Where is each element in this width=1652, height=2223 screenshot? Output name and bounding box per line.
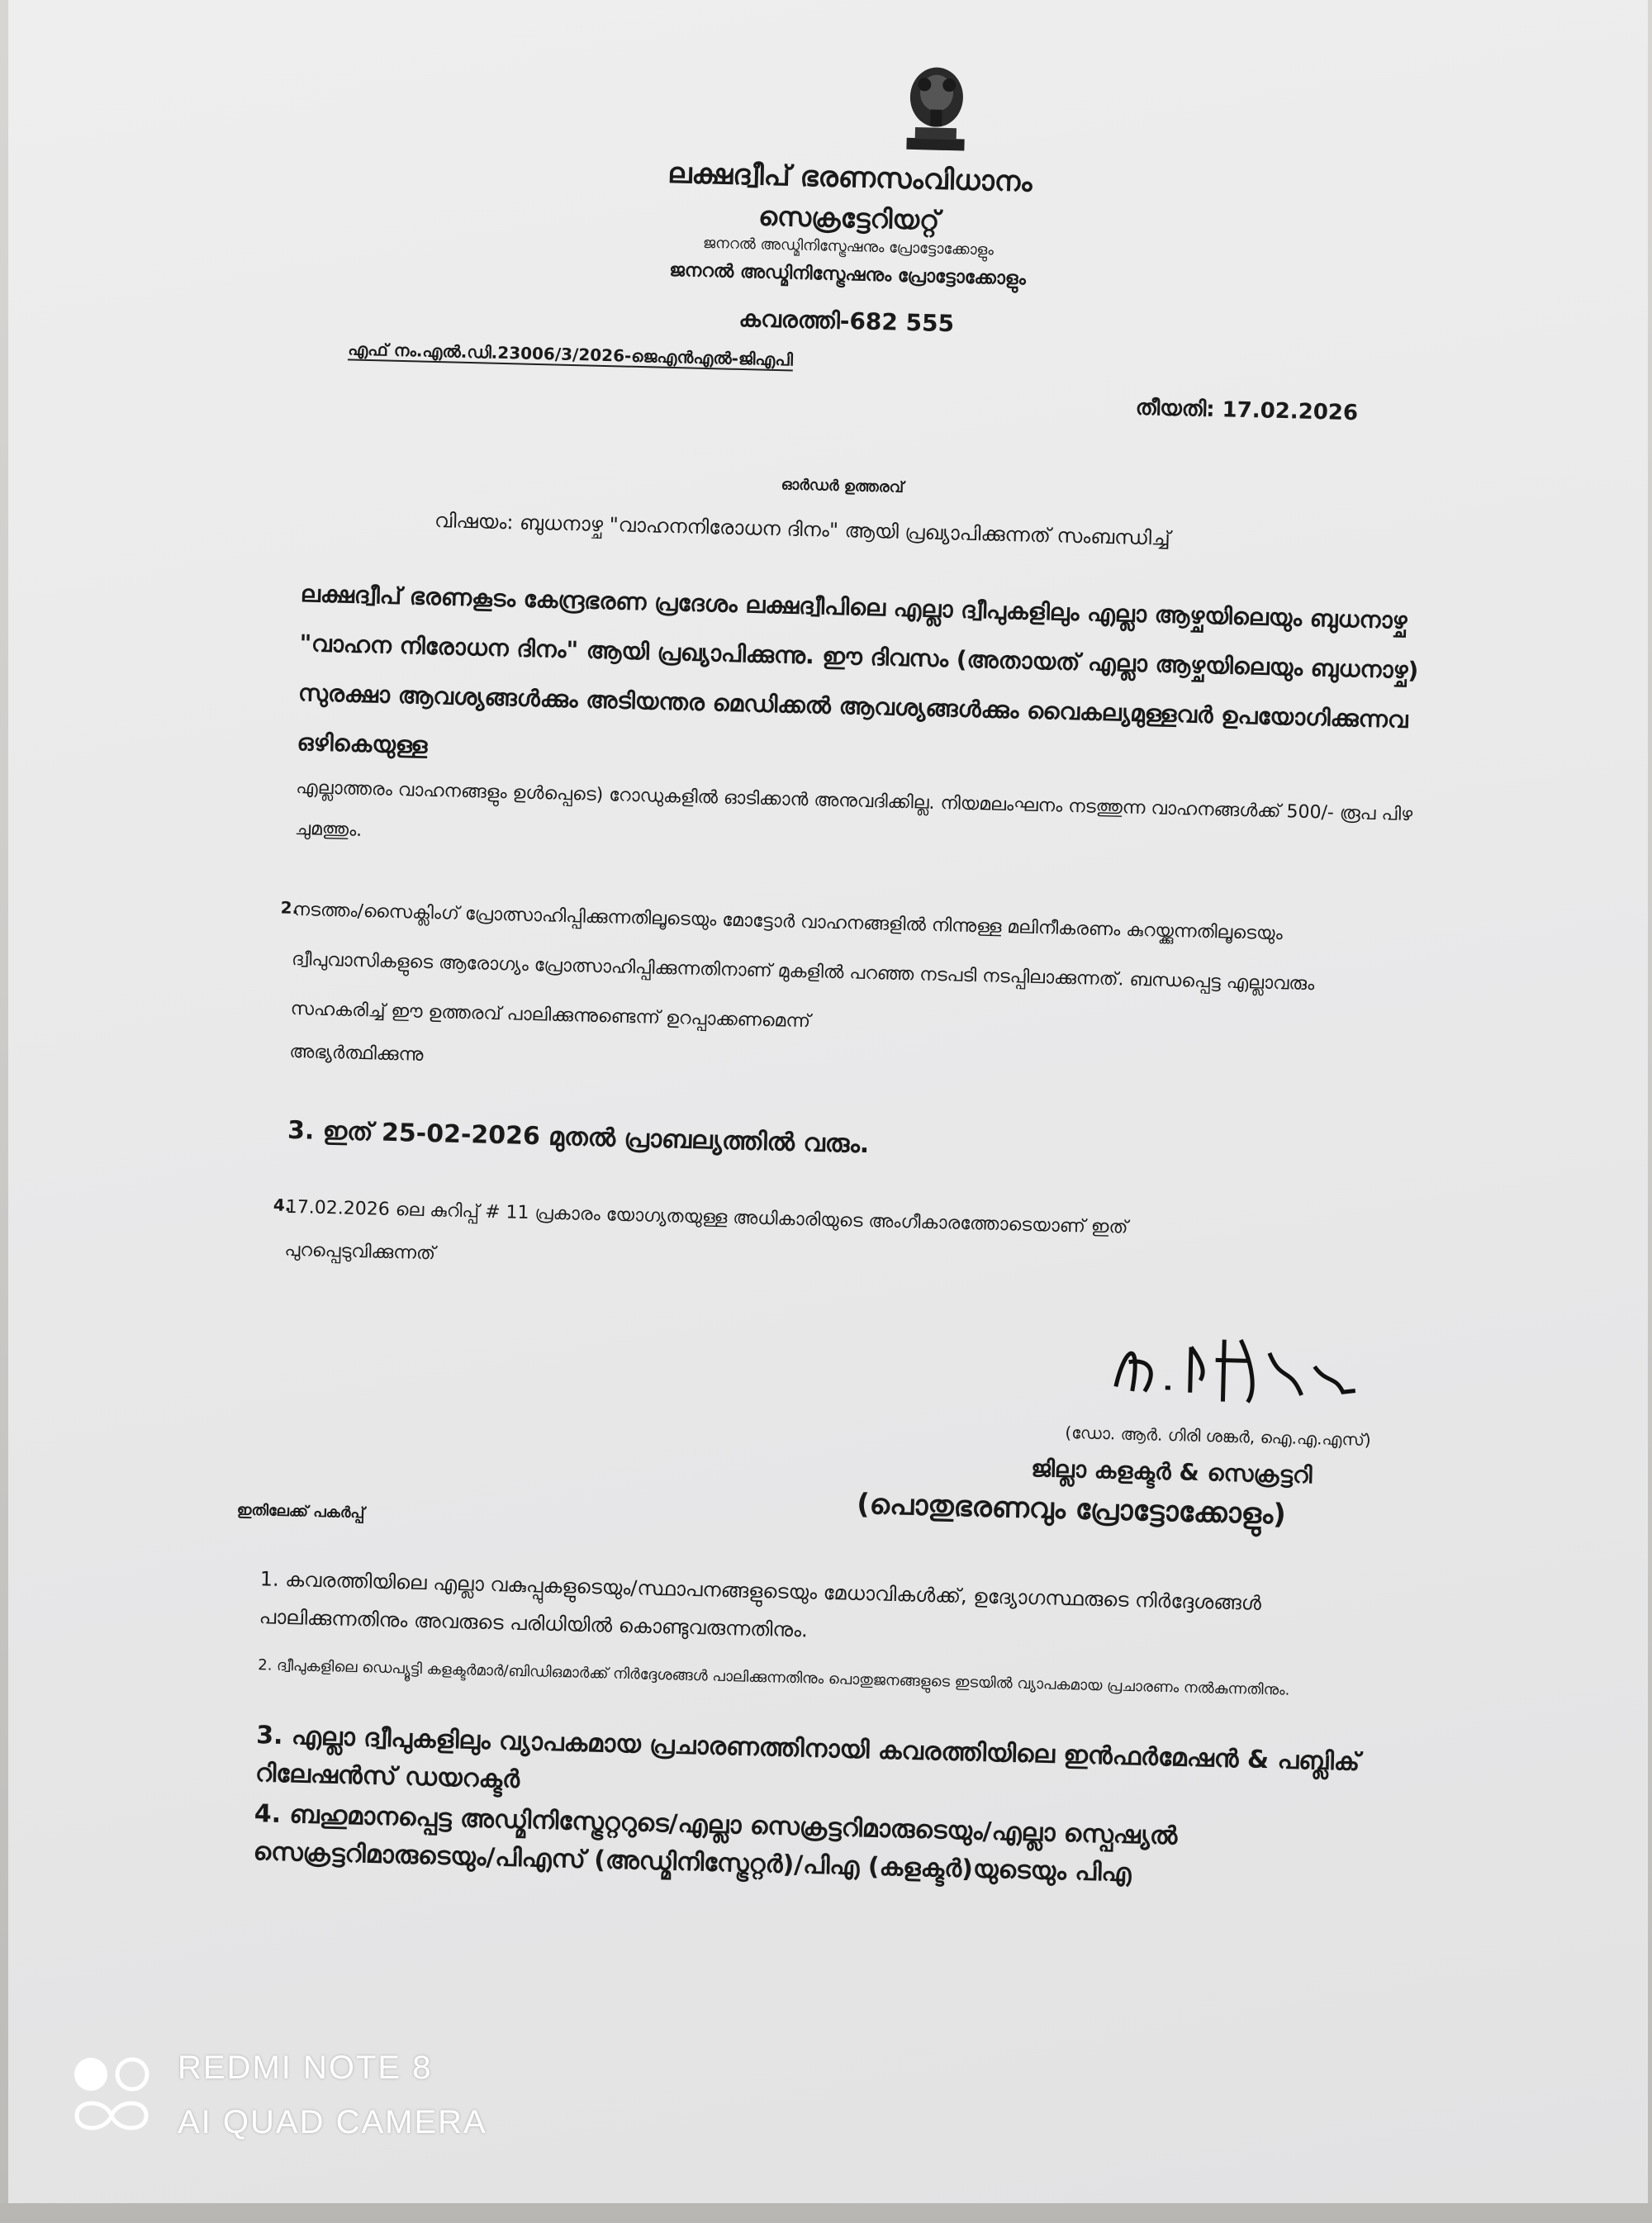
dept-small: ജനറൽ അഡ്മിനിസ്ട്രേഷനും പ്രോട്ടോക്കോളും: [702, 234, 995, 259]
paragraph-4-text: 17.02.2026 ലെ കുറിപ്പ് # 11 പ്രകാരം യോഗ്യതയുള്ള അധികാരിയുടെ അംഗീകാരത്തോടെയാണ് ഇത്: [285, 1196, 1128, 1238]
paragraph-1-tail: എല്ലാത്തരം വാഹനങ്ങളും ഉൾപ്പെടെ) റോഡുകളിൽ ഓടിക്കാൻ അനുവദിക്കില്ല. നിയമലംഘനം നടത്തുന്ന വാഹനങ്ങൾക്ക് 500/- രൂപ പിഴ ചുമത്തും.: [294, 777, 1413, 841]
paragraph-2-text: നടത്തം/സൈക്ലിംഗ് പ്രോത്സാഹിപ്പിക്കുന്നതിലൂടെയും മോട്ടോർ വാഹനങ്ങളിൽ നിന്നുള്ള മലിനീകരണം കുറയ്ക്കുന്നതിലൂടെയും ദ്വീപുവാസികളുടെ ആരോഗ്യം പ്രോത്സാഹിപ്പിക്കുന്നതിനാണ് മുകളിൽ പറഞ്ഞ നടപടി നടപ്പിലാക്കുന്നത്. ബന്ധപ്പെട്ട എല്ലാവരും സഹകരിച്ച് ഈ ഉത്തരവ് പാലിക്കുന്നുണ്ടെന്ന് ഉറപ്പാക്കണമെന്ന്: [290, 899, 1315, 1033]
place: കവരത്തി-682 555: [738, 304, 955, 338]
camera-logo-icon: [70, 2054, 153, 2136]
dept-name: ജനറൽ അഡ്മിനിസ്ട്രേഷനും പ്രോട്ടോക്കോളും: [669, 259, 1027, 290]
signatory-name: (ഡോ. ആർ. ഗിരി ശങ്കർ, ഐ.എ.എസ്): [1065, 1422, 1372, 1451]
paragraph-2-tail: അഭ്യർത്ഥിക്കുന്നു: [289, 1041, 424, 1066]
camera-watermark: [70, 2040, 487, 2149]
paragraph-2-number: 2.: [280, 897, 299, 919]
subject-line: വിഷയം: ബുധനാഴ്ച "വാഹനനിരോധന ദിനം" ആയി പ്രഖ്യാപിക്കുന്നത് സംബന്ധിച്ച്: [434, 508, 1171, 550]
file-number: എഫ് നം.എൽ.ഡി.23006/3/2026-ജെഎൻഎൽ-ജിഎപി: [347, 339, 794, 370]
national-emblem-icon: [890, 59, 983, 160]
copy-item-3: 3. എല്ലാ ദ്വീപുകളിലും വ്യാപകമായ പ്രചാരണത്തിനായി കവരത്തിയിലെ ഇൻഫർമേഷൻ & പബ്ലിക് റിലേഷൻസ് ഡയറക്ടർ: [254, 1721, 1360, 1794]
paragraph-3: 3. ഇത് 25-02-2026 മുതൽ പ്രാബല്യത്തിൽ വരും.: [287, 1115, 870, 1160]
order-title: ഓർഡർ ഉത്തരവ്: [781, 476, 904, 496]
copy-item-4: 4. ബഹുമാനപ്പെട്ട അഡ്മിനിസ്ട്രേറ്ററുടെ/എല്ലാ സെക്രട്ടറിമാരുടെയും/എല്ലാ സ്പെഷ്യൽ സെക്രട്ടറിമാരുടെയും/പിഎസ് (അഡ്മിനിസ്ട്രേറ്റർ)/പിഎ (കളക്ടർ)യുടെയും പിഎ: [253, 1799, 1178, 1888]
order-date: തീയതി: 17.02.2026: [1135, 395, 1359, 426]
org-name: ലക്ഷദ്വീപ് ഭരണസംവിധാനം: [667, 156, 1032, 199]
copy-item-1: 1. കവരത്തിയിലെ എല്ലാ വകുപ്പുകളുടെയും/സ്ഥാപനങ്ങളുടെയും മേധാവികൾക്ക്, ഉദ്യോഗസ്ഥരുടെ നിർദ്ദേശങ്ങൾ പാലിക്കുന്നതിനും അവരുടെ പരിധിയിൽ കൊണ്ടുവരുന്നതിനും.: [259, 1567, 1262, 1642]
paragraph-1-text: ലക്ഷദ്വീപ് ഭരണകൂടം കേന്ദ്രഭരണ പ്രദേശം ലക്ഷദ്വീപിലെ എല്ലാ ദ്വീപുകളിലും എല്ലാ ആഴ്ചയിലെയും ബുധനാഴ്ച "വാഹന നിരോധന ദിനം" ആയി പ്രഖ്യാപിക്കുന്നു. ഈ ദിവസം (അതായത് എല്ലാ ആഴ്ചയിലെയും ബുധനാഴ്ച) സുരക്ഷാ ആവശ്യങ്ങൾക്കും അടിയന്തര മെഡിക്കൽ ആവശ്യങ്ങൾക്കും വൈകല്യമുള്ളവർ ഉപയോഗിക്കുന്നവ ഒഴികെയുള്ള: [297, 580, 1419, 759]
copy-item-2: 2. ദ്വീപുകളിലെ ഡെപ്യൂട്ടി കളക്ടർമാർ/ബിഡിഒമാർക്ക് നിർദ്ദേശങ്ങൾ പാലിക്കുന്നതിനും പൊതുജനങ്ങളുടെ ഇടയിൽ വ്യാപകമായ പ്രചാരണം നൽകുന്നതിനും.: [258, 1656, 1290, 1699]
signatory-department: (പൊതുഭരണവും പ്രോട്ടോക്കോളും): [856, 1487, 1287, 1532]
paragraph-4-number: 4.: [273, 1195, 292, 1215]
paragraph-2: [280, 883, 1417, 1100]
watermark-line-1: REDMI NOTE 8: [178, 2050, 433, 2086]
document-paper: [8, 0, 1648, 2203]
paragraph-1: [294, 569, 1424, 877]
office-name: സെക്രട്ടേറിയറ്റ്: [757, 200, 940, 236]
paragraph-4-tail: പുറപ്പെടുവിക്കുന്നത്: [284, 1239, 436, 1265]
watermark-line-2: AI QUAD CAMERA: [178, 2104, 487, 2140]
handwritten-signature: [1107, 1312, 1407, 1418]
paragraph-4: [273, 1180, 1409, 1299]
signatory-designation: ജില്ലാ കളക്ടർ & സെക്രട്ടറി: [1031, 1454, 1313, 1489]
copy-to-heading: ഇതിലേക്ക് പകർപ്പ്: [236, 1501, 365, 1522]
